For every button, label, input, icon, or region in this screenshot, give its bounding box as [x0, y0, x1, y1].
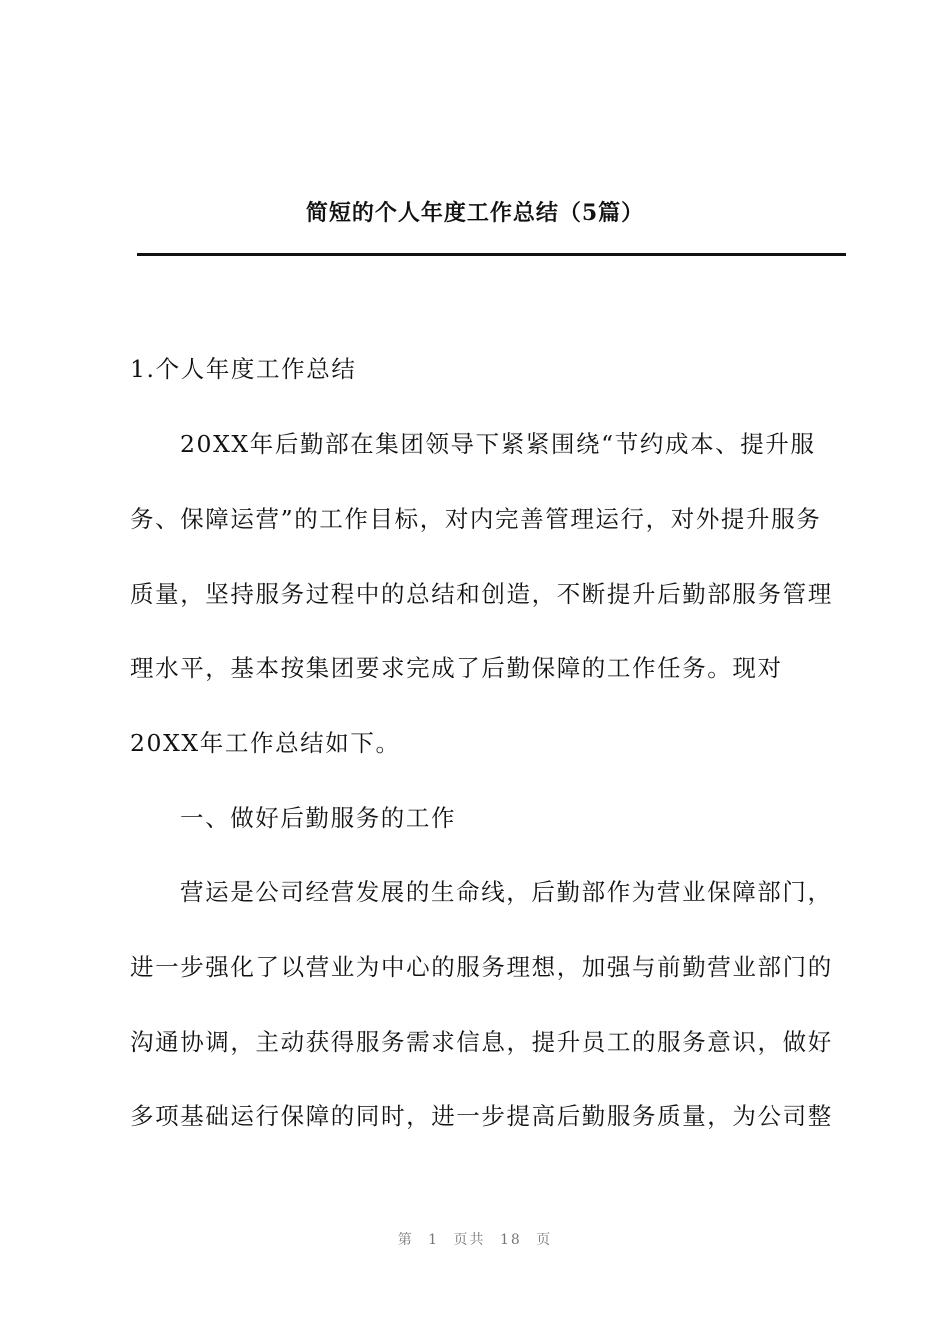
paragraph-line: 进一步强化了以营业为中心的服务理想，加强与前勤营业部门的 — [130, 953, 833, 981]
paragraph-line: 20XX年工作总结如下。 — [130, 729, 401, 757]
paragraph-line: 多项基础运行保障的同时，进一步提高后勤服务质量，为公司整 — [130, 1102, 833, 1130]
title-underline — [137, 253, 846, 256]
paragraph-line: 理水平，基本按集团要求完成了后勤保障的工作任务。现对 — [130, 654, 783, 682]
section-heading: 1.个人年度工作总结 — [130, 355, 357, 383]
paragraph-line: 质量，坚持服务过程中的总结和创造，不断提升后勤部服务管理 — [130, 580, 833, 608]
page-title: 简短的个人年度工作总结（5篇） — [305, 200, 645, 226]
subsection-heading: 一、做好后勤服务的工作 — [180, 804, 457, 832]
page-footer: 第 1 页共 18 页 — [397, 1232, 553, 1248]
paragraph-line: 沟通协调，主动获得服务需求信息，提升员工的服务意识，做好 — [130, 1028, 833, 1056]
paragraph-line: 20XX年后勤部在集团领导下紧紧围绕“节约成本、提升服 — [180, 430, 816, 458]
paragraph-line: 营运是公司经营发展的生命线，后勤部作为营业保障部门， — [180, 878, 833, 906]
paragraph-line: 务、保障运营”的工作目标，对内完善管理运行，对外提升服务 — [130, 505, 822, 533]
